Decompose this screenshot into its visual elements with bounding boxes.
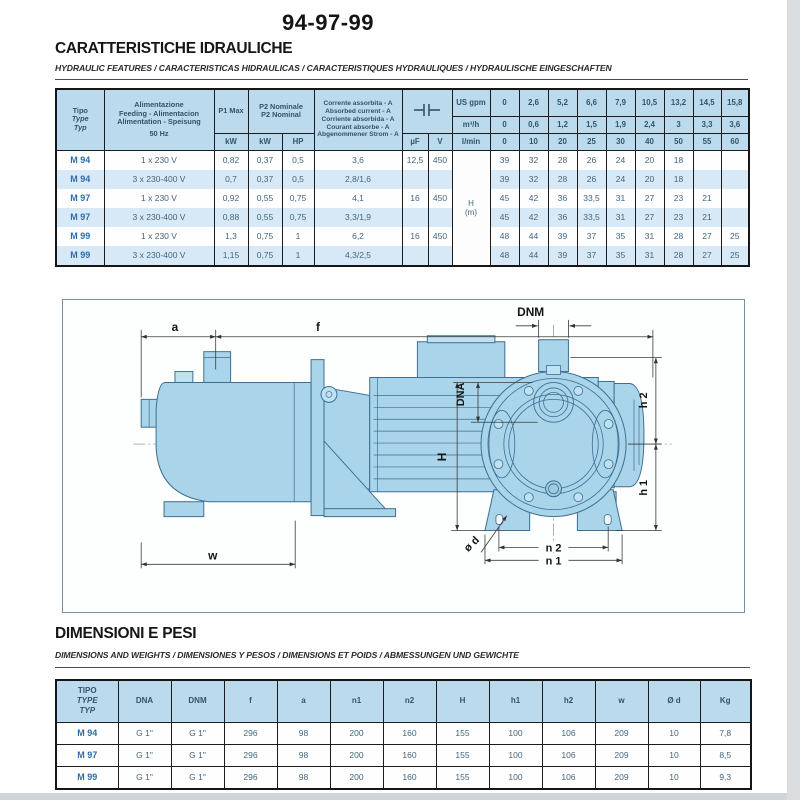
flow-value: 25 — [577, 133, 606, 150]
supply-cell: 3 x 230-400 V — [104, 170, 214, 189]
head-value-cell: 31 — [635, 227, 664, 246]
p2hp-cell: 0,5 — [282, 150, 314, 170]
flow-value: 3,3 — [693, 116, 721, 133]
flow-unit-usgpm: US gpm — [452, 89, 490, 116]
hydraulic-features-table — [55, 88, 750, 267]
head-value-cell: 26 — [577, 150, 606, 170]
dim-value-cell: 160 — [383, 722, 436, 744]
head-value-cell: 31 — [635, 246, 664, 266]
dim-value-cell: 8,5 — [700, 744, 751, 766]
flow-value: 50 — [664, 133, 693, 150]
dim-value-cell: 209 — [595, 744, 648, 766]
supply-cell: 3 x 230-400 V — [104, 246, 214, 266]
dimensions-table-body — [56, 722, 751, 789]
section1-title: CARATTERISTICHE IDRAULICHE — [55, 40, 293, 57]
dim-label-diameter-d: ø d — [461, 534, 482, 555]
dim-value-cell: 10 — [648, 766, 700, 789]
section1-divider — [55, 79, 748, 80]
capacitor-v-cell: 450 — [428, 189, 452, 208]
model-cell: M 99 — [56, 246, 104, 266]
flow-value: 0 — [490, 89, 519, 116]
head-value-cell: 23 — [664, 189, 693, 208]
head-value-cell: 37 — [577, 227, 606, 246]
capacitor-v-cell — [428, 246, 452, 266]
casing-foot — [164, 502, 204, 517]
dim-label-n1: n 1 — [545, 555, 562, 568]
flow-unit-lmin: l/min — [452, 133, 490, 150]
capacitor-v-cell — [428, 208, 452, 227]
head-value-cell: 32 — [519, 170, 548, 189]
flow-value: 0 — [490, 133, 519, 150]
dim-col-header: Ø d — [648, 680, 700, 722]
dim-label-n2: n 2 — [545, 542, 562, 555]
head-value-cell: 35 — [606, 227, 635, 246]
dim-value-cell: 160 — [383, 766, 436, 789]
dim-value-cell: 10 — [648, 722, 700, 744]
flow-value: 1,9 — [606, 116, 635, 133]
model-cell: M 97 — [56, 189, 104, 208]
dim-value-cell: G 1" — [118, 722, 171, 744]
head-value-cell — [693, 150, 721, 170]
flow-value: 2,6 — [519, 89, 548, 116]
dimensions-table-row — [56, 722, 751, 744]
dim-value-cell: 106 — [542, 722, 595, 744]
flow-value: 20 — [548, 133, 577, 150]
p2-unit-hp: HP — [282, 133, 314, 150]
head-value-cell: 45 — [490, 189, 519, 208]
discharge-port — [204, 352, 231, 383]
terminal-box — [417, 342, 504, 378]
dim-value-cell: G 1" — [171, 766, 224, 789]
supply-cell: 1 x 230 V — [104, 150, 214, 170]
head-value-cell: 32 — [519, 150, 548, 170]
head-value-cell: 21 — [693, 189, 721, 208]
dim-col-header: n1 — [330, 680, 383, 722]
flow-value: 14,5 — [693, 89, 721, 116]
head-value-cell: 33,5 — [577, 208, 606, 227]
section2-title: DIMENSIONI E PESI — [55, 625, 197, 642]
col-header-alimentazione: Alimentazione Feeding - Alimentacion Alimentation - Speisung 50 Hz — [104, 89, 214, 150]
col-header-tipo: Tipo Type Typ — [56, 89, 104, 150]
supply-cell: 3 x 230-400 V — [104, 208, 214, 227]
dim-col-header: Kg — [700, 680, 751, 722]
head-value-cell: 39 — [490, 170, 519, 189]
pump-drawing-panel — [62, 299, 745, 613]
dim-value-cell: G 1" — [171, 744, 224, 766]
support-plate — [311, 360, 324, 516]
hydraulic-table-body — [56, 150, 749, 266]
p2hp-cell: 0,75 — [282, 208, 314, 227]
head-value-cell: 44 — [519, 246, 548, 266]
head-value-cell: 20 — [635, 150, 664, 170]
head-value-cell: 27 — [635, 208, 664, 227]
dim-label-h: H — [435, 452, 450, 462]
dim-value-cell: G 1" — [118, 744, 171, 766]
p2kw-cell: 0,55 — [248, 208, 282, 227]
dim-value-cell: 106 — [542, 766, 595, 789]
p2kw-cell: 0,55 — [248, 189, 282, 208]
head-value-cell: 24 — [606, 170, 635, 189]
dim-col-header: w — [595, 680, 648, 722]
model-cell: M 94 — [56, 150, 104, 170]
head-value-cell: 25 — [721, 227, 749, 246]
current-cell: 4,3/2,5 — [314, 246, 402, 266]
head-value-cell: 25 — [721, 246, 749, 266]
flow-value: 3 — [664, 116, 693, 133]
dim-value-cell: 10 — [648, 744, 700, 766]
flow-value: 1,5 — [577, 116, 606, 133]
pump-technical-drawing — [63, 300, 743, 611]
head-value-cell: 33,5 — [577, 189, 606, 208]
p2kw-cell: 0,37 — [248, 170, 282, 189]
head-value-cell: 39 — [548, 246, 577, 266]
p1-unit-kw: kW — [214, 133, 248, 150]
dim-col-header: f — [224, 680, 277, 722]
head-value-cell: 21 — [693, 208, 721, 227]
dim-value-cell: 209 — [595, 766, 648, 789]
flow-value: 2,4 — [635, 116, 664, 133]
current-cell: 2,8/1,6 — [314, 170, 402, 189]
supply-cell: 1 x 230 V — [104, 227, 214, 246]
dim-value-cell: G 1" — [171, 722, 224, 744]
flow-value: 10,5 — [635, 89, 664, 116]
capacitor-icon — [412, 103, 442, 117]
head-value-cell: 36 — [548, 189, 577, 208]
p1-cell: 1,15 — [214, 246, 248, 266]
section2-divider — [55, 667, 750, 668]
hydraulic-table-row — [56, 189, 749, 208]
head-value-cell: 27 — [635, 189, 664, 208]
flow-value: 30 — [606, 133, 635, 150]
flow-unit-m3h: m³/h — [452, 116, 490, 133]
head-value-cell: 31 — [606, 208, 635, 227]
flow-value: 40 — [635, 133, 664, 150]
dim-value-cell: 100 — [489, 722, 542, 744]
p2kw-cell: 0,37 — [248, 150, 282, 170]
dimensions-table-head — [56, 680, 751, 722]
head-value-cell: 26 — [577, 170, 606, 189]
dim-value-cell: 296 — [224, 766, 277, 789]
hydraulic-table-row — [56, 150, 749, 170]
p1-cell: 1,3 — [214, 227, 248, 246]
head-value-cell: 18 — [664, 170, 693, 189]
dim-value-cell: 98 — [277, 744, 330, 766]
model-cell: M 99 — [56, 227, 104, 246]
flow-value: 60 — [721, 133, 749, 150]
head-value-cell: 27 — [693, 246, 721, 266]
dim-value-cell: 155 — [436, 722, 489, 744]
flow-value: 6,6 — [577, 89, 606, 116]
dim-col-header: H — [436, 680, 489, 722]
hydraulic-table-row — [56, 208, 749, 227]
current-cell: 4,1 — [314, 189, 402, 208]
model-cell: M 97 — [56, 208, 104, 227]
head-value-cell: 28 — [548, 170, 577, 189]
dim-label-h2: h 2 — [637, 392, 650, 409]
dimensions-weights-table — [55, 679, 752, 790]
dim-value-cell: 209 — [595, 722, 648, 744]
p2kw-cell: 0,75 — [248, 227, 282, 246]
pump-casing — [156, 382, 311, 501]
flow-value: 5,2 — [548, 89, 577, 116]
head-value-cell — [693, 170, 721, 189]
dim-value-cell: 155 — [436, 766, 489, 789]
dim-col-header: DNM — [171, 680, 224, 722]
dim-value-cell: G 1" — [118, 766, 171, 789]
col-header-corrente: Corrente assorbita - A Absorbed current - A Corriente absorbida - A Courant absorbe - A Abgenommener Strom - A — [314, 89, 402, 150]
p2-unit-kw: kW — [248, 133, 282, 150]
capacitor-uf-cell — [402, 246, 428, 266]
p1-cell: 0,82 — [214, 150, 248, 170]
head-value-cell: 37 — [577, 246, 606, 266]
head-value-cell: 28 — [664, 227, 693, 246]
hydraulic-table-row — [56, 227, 749, 246]
current-cell: 3,6 — [314, 150, 402, 170]
dim-col-header: h2 — [542, 680, 595, 722]
page-edge-right — [787, 0, 800, 800]
dim-label-dna: DNA — [455, 382, 468, 407]
model-cell: M 99 — [56, 766, 118, 789]
dim-value-cell: 200 — [330, 744, 383, 766]
capacitor-unit-uf: µF — [402, 133, 428, 150]
capacitor-v-cell — [428, 170, 452, 189]
col-header-capacitor — [402, 89, 452, 133]
capacitor-uf-cell: 16 — [402, 227, 428, 246]
hydraulic-table-row — [56, 246, 749, 266]
dim-label-dnm: DNM — [517, 304, 545, 319]
current-cell: 6,2 — [314, 227, 402, 246]
head-value-cell: 48 — [490, 246, 519, 266]
head-value-cell: 45 — [490, 208, 519, 227]
hydraulic-table-head — [56, 89, 749, 150]
head-value-cell: 31 — [606, 189, 635, 208]
head-value-cell: 39 — [490, 150, 519, 170]
p1-cell: 0,92 — [214, 189, 248, 208]
dim-value-cell: 98 — [277, 722, 330, 744]
flow-value: 13,2 — [664, 89, 693, 116]
capacitor-uf-cell — [402, 208, 428, 227]
flow-value: 0,6 — [519, 116, 548, 133]
dim-col-header: n2 — [383, 680, 436, 722]
dimensions-table-row — [56, 766, 751, 789]
flow-value: 0 — [490, 116, 519, 133]
page-title: 94-97-99 — [281, 10, 375, 35]
p2hp-cell: 0,5 — [282, 170, 314, 189]
eyebolt — [321, 386, 337, 402]
head-meters-cell: H (m) — [452, 150, 490, 266]
head-value-cell: 35 — [606, 246, 635, 266]
model-cell: M 97 — [56, 744, 118, 766]
dim-value-cell: 200 — [330, 722, 383, 744]
capacitor-uf-cell — [402, 170, 428, 189]
head-value-cell — [721, 208, 749, 227]
foot-slot-right — [604, 515, 611, 525]
dim-label-a: a — [171, 319, 179, 334]
head-value-cell: 44 — [519, 227, 548, 246]
col-header-p2-nominale: P2 Nominale P2 Nominal — [248, 89, 314, 133]
current-cell: 3,3/1,9 — [314, 208, 402, 227]
capacitor-v-cell: 450 — [428, 150, 452, 170]
dim-value-cell: 296 — [224, 744, 277, 766]
head-value-cell: 23 — [664, 208, 693, 227]
dim-label-f: f — [316, 319, 321, 334]
dim-value-cell: 7,8 — [700, 722, 751, 744]
p2hp-cell: 1 — [282, 246, 314, 266]
head-value-cell: 18 — [664, 150, 693, 170]
capacitor-uf-cell: 12,5 — [402, 150, 428, 170]
head-value-cell: 42 — [519, 189, 548, 208]
dim-col-header: h1 — [489, 680, 542, 722]
capacitor-unit-v: V — [428, 133, 452, 150]
col-header-tipo: TIPO TYPE TYP — [56, 680, 118, 722]
capacitor-v-cell: 450 — [428, 227, 452, 246]
p2kw-cell: 0,75 — [248, 246, 282, 266]
flow-value: 15,8 — [721, 89, 749, 116]
p2hp-cell: 0,75 — [282, 189, 314, 208]
head-value-cell — [721, 189, 749, 208]
head-value-cell: 39 — [548, 227, 577, 246]
model-cell: M 94 — [56, 722, 118, 744]
section2-subtitle: DIMENSIONS AND WEIGHTS / DIMENSIONES Y PESOS / DIMENSIONS ET POIDS / ABMESSUNGEN UND GEWICHTE — [55, 650, 519, 660]
flow-value: 10 — [519, 133, 548, 150]
supply-cell: 1 x 230 V — [104, 189, 214, 208]
dim-value-cell: 9,3 — [700, 766, 751, 789]
dim-value-cell: 200 — [330, 766, 383, 789]
flow-value: 1,2 — [548, 116, 577, 133]
dim-col-header: a — [277, 680, 330, 722]
p2hp-cell: 1 — [282, 227, 314, 246]
head-value-cell: 28 — [664, 246, 693, 266]
p1-cell: 0,88 — [214, 208, 248, 227]
dim-value-cell: 98 — [277, 766, 330, 789]
head-value-cell: 27 — [693, 227, 721, 246]
hydraulic-table-row — [56, 170, 749, 189]
flow-value: 7,9 — [606, 89, 635, 116]
dimensions-table-row — [56, 744, 751, 766]
p1-cell: 0,7 — [214, 170, 248, 189]
dim-label-w: w — [208, 548, 218, 563]
filler-plug — [175, 372, 193, 383]
dim-value-cell: 106 — [542, 744, 595, 766]
head-value-cell: 36 — [548, 208, 577, 227]
capacitor-uf-cell: 16 — [402, 189, 428, 208]
flow-value: 3,6 — [721, 116, 749, 133]
page-edge-bottom — [0, 793, 787, 800]
head-value-cell: 28 — [548, 150, 577, 170]
dim-value-cell: 155 — [436, 744, 489, 766]
head-value-cell: 48 — [490, 227, 519, 246]
dim-label-h1: h 1 — [637, 479, 650, 496]
head-value-cell — [721, 170, 749, 189]
flow-value: 55 — [693, 133, 721, 150]
head-value-cell — [721, 150, 749, 170]
dim-value-cell: 100 — [489, 744, 542, 766]
dim-col-header: DNA — [118, 680, 171, 722]
section1-subtitle: HYDRAULIC FEATURES / CARACTERISTICAS HIDRAULICAS / CARACTERISTIQUES HYDRAULIQUES / HYDRAULISCHE EINGESCHAFTEN — [55, 63, 612, 73]
head-value-cell: 20 — [635, 170, 664, 189]
drain-plug — [546, 481, 562, 497]
head-value-cell: 24 — [606, 150, 635, 170]
dim-value-cell: 296 — [224, 722, 277, 744]
dim-value-cell: 160 — [383, 744, 436, 766]
model-cell: M 94 — [56, 170, 104, 189]
col-header-p1max: P1 Max — [214, 89, 248, 133]
head-value-cell: 42 — [519, 208, 548, 227]
dim-value-cell: 100 — [489, 766, 542, 789]
